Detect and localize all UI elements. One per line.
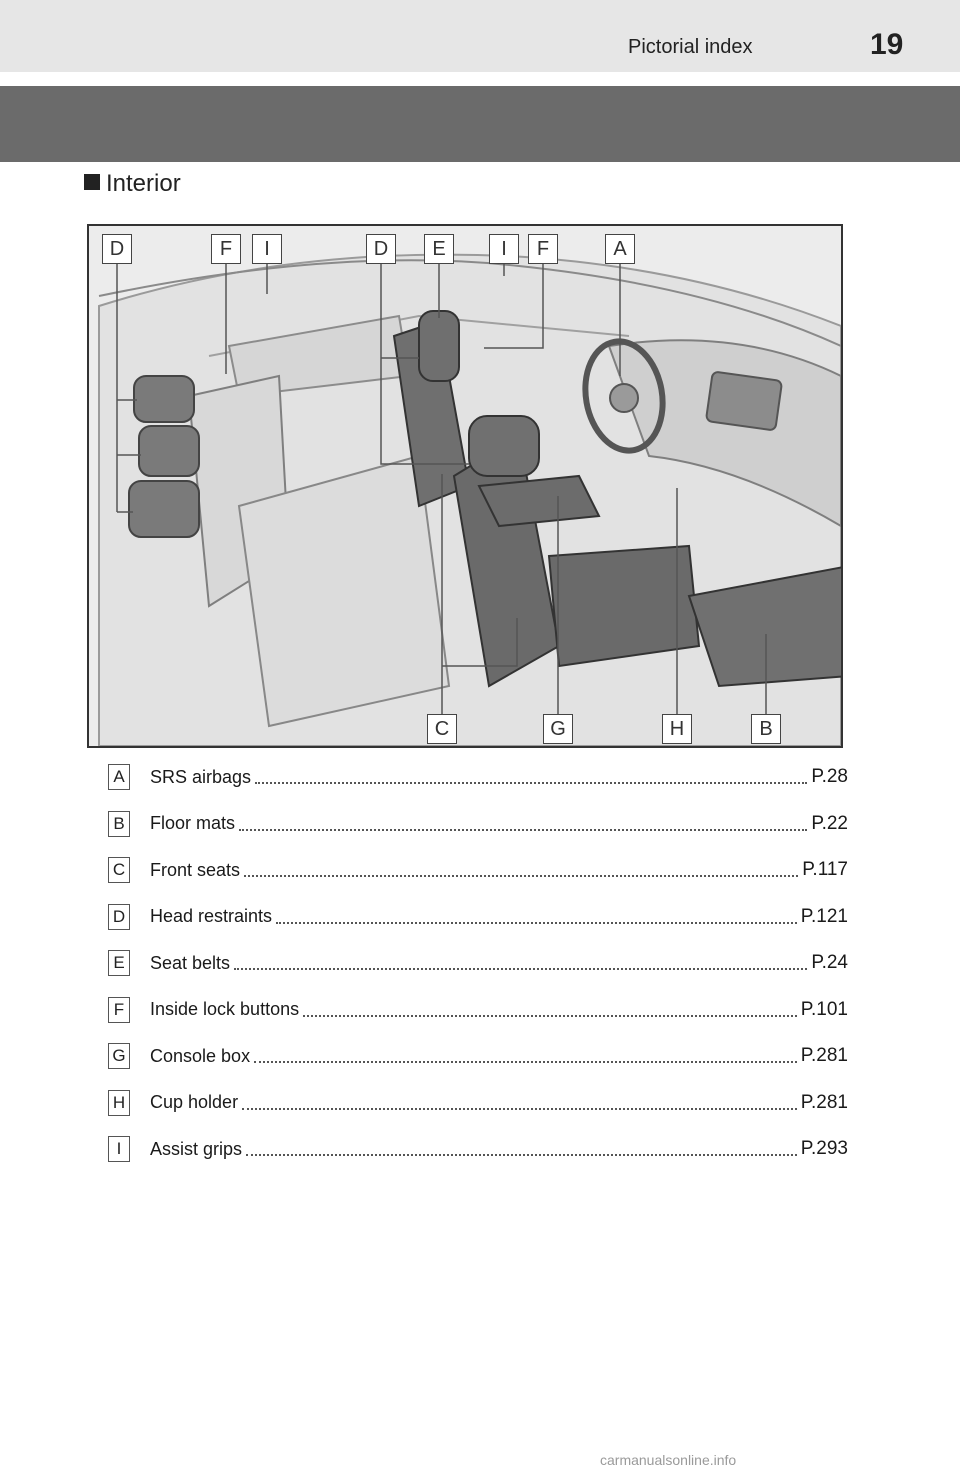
- page-number: 19: [870, 28, 904, 61]
- page-reference-link[interactable]: P.121: [800, 905, 848, 927]
- legend-item: [108, 1041, 848, 1071]
- callout-f: F: [528, 234, 558, 264]
- legend-letter-badge: F: [108, 997, 130, 1023]
- dot-leader: [254, 1061, 797, 1063]
- legend-item: [108, 855, 848, 885]
- legend-letter-badge: I: [108, 1136, 130, 1162]
- callout-a: A: [605, 234, 635, 264]
- legend-letter-badge: B: [108, 811, 130, 837]
- callout-c: C: [427, 714, 457, 744]
- legend-label: SRS airbags: [150, 766, 252, 787]
- callout-e: E: [424, 234, 454, 264]
- page-reference-link[interactable]: P.24: [811, 952, 848, 973]
- watermark-text: carmanualsonline.info: [600, 1452, 737, 1468]
- callout-i: I: [489, 234, 519, 264]
- legend-letter-badge: H: [108, 1090, 130, 1116]
- car-interior-drawing: [89, 226, 841, 746]
- callout-i: I: [252, 234, 282, 264]
- legend-letter-badge: C: [108, 857, 130, 883]
- legend-item: [108, 1088, 848, 1118]
- legend-label: Seat belts: [150, 952, 231, 973]
- heading-text: Interior: [106, 170, 181, 197]
- callout-h: H: [662, 714, 692, 744]
- legend-letter-badge: E: [108, 950, 130, 976]
- dot-leader: [239, 829, 807, 831]
- page-reference-link[interactable]: P.117: [802, 859, 848, 880]
- legend-label: Cup holder: [150, 1092, 239, 1112]
- legend-item: [108, 948, 848, 978]
- legend-label: Head restraints: [150, 906, 273, 926]
- legend-label: Floor mats: [150, 813, 236, 833]
- chapter-band: [0, 86, 960, 162]
- interior-illustration: [87, 224, 843, 748]
- page-reference-link[interactable]: P.281: [800, 1091, 848, 1113]
- dot-leader: [255, 782, 807, 784]
- dot-leader: [276, 922, 797, 924]
- callout-d: D: [366, 234, 396, 264]
- header-bar: [0, 0, 960, 72]
- section-title: Pictorial index: [628, 36, 753, 58]
- section-heading: [84, 170, 181, 198]
- legend-label: Front seats: [150, 859, 241, 880]
- legend-item: [108, 809, 848, 839]
- legend-item: [108, 1134, 848, 1164]
- callout-b: B: [751, 714, 781, 744]
- callout-f: F: [211, 234, 241, 264]
- page-reference-link[interactable]: P.28: [811, 766, 848, 787]
- legend-item: [108, 762, 848, 792]
- dot-leader: [242, 1108, 797, 1110]
- legend-letter-badge: G: [108, 1043, 130, 1069]
- dot-leader: [246, 1154, 797, 1156]
- page-reference-link[interactable]: P.281: [800, 1045, 848, 1066]
- dot-leader: [234, 968, 807, 970]
- page-reference-link[interactable]: P.101: [800, 998, 848, 1020]
- dot-leader: [303, 1015, 797, 1017]
- page-reference-link[interactable]: P.22: [811, 812, 848, 834]
- callout-d: D: [102, 234, 132, 264]
- legend-label: Console box: [150, 1045, 251, 1066]
- square-bullet-icon: [84, 174, 100, 190]
- legend-label: Inside lock buttons: [150, 999, 300, 1019]
- legend-letter-badge: A: [108, 764, 130, 790]
- legend-label: Assist grips: [150, 1138, 243, 1159]
- dot-leader: [244, 875, 798, 877]
- legend-letter-badge: D: [108, 904, 130, 930]
- callout-g: G: [543, 714, 573, 744]
- page-reference-link[interactable]: P.293: [800, 1138, 848, 1159]
- legend-item: [108, 995, 848, 1025]
- legend-item: [108, 902, 848, 932]
